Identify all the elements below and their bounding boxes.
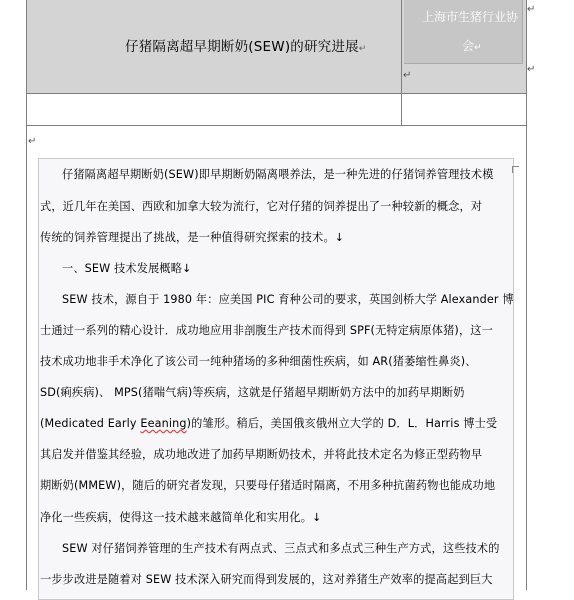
org-name-line2: 会↵ (462, 39, 482, 53)
page-title: 仔猪隔离超早期断奶(SEW)的研究进展↵ (125, 39, 367, 55)
paragraph-mark: ↵ (527, 64, 536, 75)
org-name-line1: 上海市生猪行业协 (422, 10, 519, 24)
body-line: 仔猪隔离超早期断奶(SEW)即早期断奶隔离喂养法，是一种先进的仔猪饲养管理技术模 (62, 168, 494, 181)
body-line: 传统的饲养管理提出了挑战，是一种值得研究探索的技术。↓ (40, 231, 345, 244)
article-body[interactable] (38, 158, 514, 600)
body-line: 士通过一系列的精心设计．成功地应用非剖腹生产技术而得到 SPF(无特定病原体猪)，这一 (40, 324, 493, 337)
spelling-error[interactable]: Eeaning (140, 417, 187, 430)
body-line: 净化一些疾病，使得这一技术越来越简单化和实用化。↓ (40, 511, 322, 524)
body-line: 技术成功地非手术净化了该公司一纯种猪场的多种细菌性疾病，如 AR(猪萎缩性鼻炎)、 (40, 355, 477, 368)
title-cell[interactable] (27, 0, 402, 94)
section-heading: 一、SEW 技术发展概略↓ (62, 262, 192, 275)
paragraph-mark: ↵ (527, 4, 536, 15)
body-line: 式，近几年在美国、西欧和加拿大较为流行，它对仔猪的饲养提出了一种较新的概念，对 (40, 200, 483, 213)
body-line: 一步步改进是随着对 SEW 技术深入研究而得到发展的，这对养猪生产效率的提高起到巨大 (40, 573, 493, 586)
body-line: SEW 技术，源自于 1980 年：应美国 PIC 育种公司的要求，英国剑桥大学 Alexander 博 (62, 293, 514, 306)
body-line: SD(痢疾病)、 MPS(猪喘气病)等疾病，这就是仔猪超早期断奶方法中的加药早期断奶 (40, 386, 465, 399)
table-row-divider (401, 94, 402, 125)
body-line: (Medicated Early Eeaning)的雏形。稍后，美国俄亥俄州立大学的 D．L．Harris 博士受 (40, 417, 498, 430)
body-line: 其启发并借鉴其经验，成功地改进了加药早期断奶技术，并将此技术定名为修正型药物早 (40, 448, 483, 461)
body-line: 期断奶(MMEW)，随后的研究者发现，只要母仔猪适时隔离，不用多种抗菌药物也能成功地 (40, 479, 496, 492)
body-line: SEW 对仔猪饲养管理的生产技术有两点式、三点式和多点式三种生产方式，这些技术的 (62, 542, 500, 555)
paragraph-mark: ↵ (403, 70, 412, 81)
paragraph-mark: ↵ (28, 136, 37, 147)
table-row-border (26, 125, 527, 126)
